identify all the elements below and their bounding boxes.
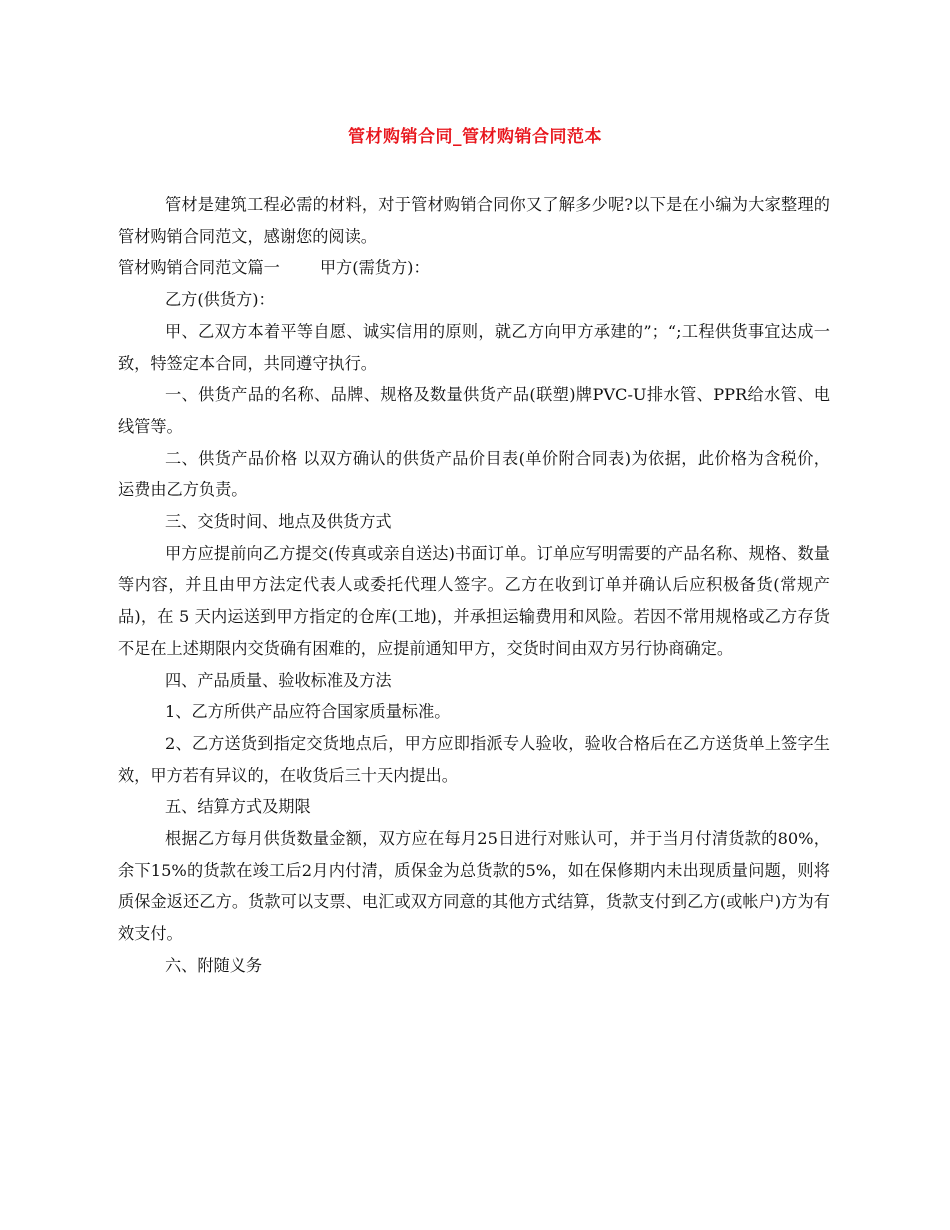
preamble-paragraph: 甲、乙双方本着平等自愿、诚实信用的原则，就乙方向甲方承建的”；“;工程供货事宜达成一致，特签定本合同，共同遵守执行。: [118, 321, 830, 373]
clause-6-heading: 六、附随义务: [164, 955, 263, 975]
clause-1-products: 一、供货产品的名称、品牌、规格及数量供货产品(联塑)牌PVC-U排水管、PPR给水管、电线管等。: [118, 385, 830, 436]
clause-4-heading: 四、产品质量、验收标准及方法: [164, 670, 392, 690]
clause-5-heading: 五、结算方式及期限: [164, 797, 311, 817]
clause-2-price: 二、供货产品价格 以双方确认的供货产品价目表(单价附合同表)为依据，此价格为含税价，运费由乙方负责。: [118, 448, 830, 500]
document-title: 管材购销合同_管材购销合同范本: [348, 127, 602, 147]
clause-3-body: 甲方应提前向乙方提交(传真或亲自送达)书面订单。订单应写明需要的产品名称、规格、数量等内容，并且由甲方法定代表人或委托代理人签字。乙方在收到订单并确认后应积极备货(常规产品)，在 5 天内运送到甲方指定的仓库(工地)，并承担运输费用和风险。若因不常用规格或乙方存货不足在上述期限内交货确有困难的，应提前通知甲方，交货时间由双方另行协商确定。: [118, 543, 830, 658]
clause-4-item-1: 1、乙方所供产品应符合国家质量标准。: [164, 702, 451, 722]
clause-3-heading: 三、交货时间、地点及供货方式: [164, 512, 392, 532]
intro-paragraph: 管材是建筑工程必需的材料，对于管材购销合同你又了解多少呢?以下是在小编为大家整理的管材购销合同范文，感谢您的阅读。: [118, 195, 830, 246]
clause-4-item-2: 2、乙方送货到指定交货地点后，甲方应即指派专人验收，验收合格后在乙方送货单上签字生效，甲方若有异议的，在收货后三十天内提出。: [118, 733, 830, 785]
clause-5-body: 根据乙方每月供货数量金额，双方应在每月25日进行对账认可，并于当月付清货款的80%，余下15%的货款在竣工后2月内付清，质保金为总货款的5%，如在保修期内未出现质量问题，则将质保金返还乙方。货款可以支票、电汇或双方同意的其他方式结算，货款支付到乙方(或帐户)方为有效支付。: [118, 829, 830, 944]
sample-heading: 管材购销合同范文篇一: [118, 258, 280, 278]
party-a-label: 甲方(需货方)：: [319, 258, 430, 278]
party-b-label: 乙方(供货方)：: [164, 290, 275, 310]
section-heading-line: [118, 252, 830, 284]
document-body: [118, 189, 830, 982]
